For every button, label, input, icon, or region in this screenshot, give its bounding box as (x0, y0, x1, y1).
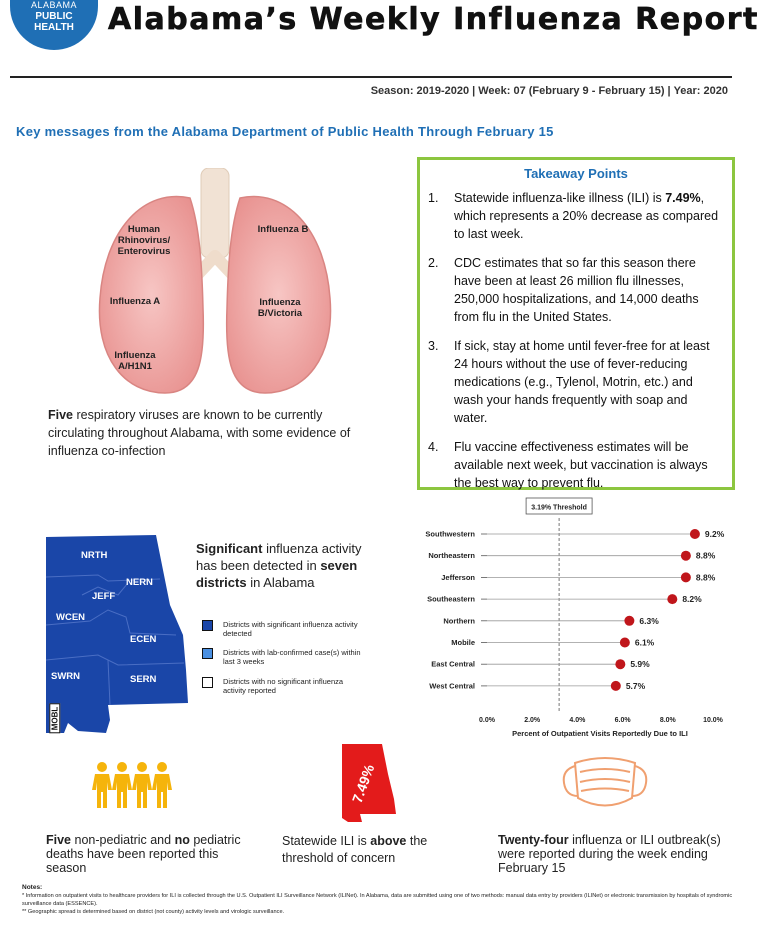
category-label: Jefferson (441, 572, 475, 582)
lung-label-h1n1: Influenza A/H1N1 (114, 350, 156, 372)
point-number: 3. (428, 339, 439, 353)
key-messages-heading: Key messages from the Alabama Department of Public Health Through February 15 (16, 124, 554, 139)
alabama-district-map (38, 535, 193, 735)
lung-label-influenza-b: Influenza B (257, 224, 309, 235)
takeaway-title: Takeaway Points (524, 166, 628, 181)
legend-label: Districts with significant influenza activity detected (223, 620, 358, 638)
x-tick-label: 2.0% (524, 717, 541, 724)
district-swrn: SWRN (51, 671, 81, 682)
ili-district-chart (415, 496, 750, 746)
lung-label-rhinovirus: Human Rhinovirus/ Enterovirus (117, 224, 171, 257)
notes-line1: * Information on outpatient visits to healthcare providers for ILI is collected through the U.S. Outpatient ILI Surveillance Network (ILINet). In Alabama, data are submitted using one of two methods: manual data entry by providers (ILINet) or electronic transmission by hospitals of syndromic surveillance data (ESSENCE). (22, 893, 733, 907)
point-text: If sick, stay at home until fever-free for at least 24 hours without the use of fever-reducing medications (e.g., Tylenol, Motrin, etc.) and wash your hands frequently with soap and water. (454, 339, 710, 425)
value-dot (681, 551, 691, 561)
threshold-label: 3.19% Threshold (531, 504, 587, 512)
header-divider (10, 76, 732, 78)
x-tick-label: 8.0% (659, 717, 676, 724)
state-ili-value: 7.49% (348, 762, 378, 806)
alabama-red-icon (338, 744, 398, 824)
legend-swatch (202, 677, 213, 688)
value-label: 6.3% (639, 615, 659, 626)
district-sern: SERN (130, 674, 157, 685)
district-jeff: JEFF (92, 591, 116, 602)
category-label: Mobile (451, 638, 475, 647)
x-tick-label: 0.0% (479, 717, 495, 724)
legend-swatch (202, 620, 213, 631)
x-tick-label: 6.0% (614, 717, 631, 724)
category-label: Northern (443, 616, 475, 626)
outbreak-text: influenza or ILI outbreak(s) were reported during the week ending February 15 (498, 833, 721, 875)
value-label: 8.8% (695, 572, 716, 583)
viruses-text: respiratory viruses are known to be currently circulating throughout Alabama, with some evidence of influenza co-infection (48, 408, 351, 458)
value-dot (681, 572, 691, 582)
value-dot (615, 659, 625, 669)
ili-text2: the threshold of concern (282, 834, 428, 865)
point-number: 1. (428, 191, 439, 205)
value-dot (690, 529, 700, 539)
season-line: Season: 2019-2020 | Week: 07 (February 9 - February 15) | Year: 2020 (370, 85, 728, 97)
takeaway-point (428, 337, 724, 427)
people-icon (92, 760, 172, 810)
season-label: Season: 2019-2020 (370, 85, 470, 97)
legend-lab-confirmed (202, 648, 363, 666)
deaths-bold1: Five (46, 833, 72, 847)
district-nern: NERN (126, 577, 153, 588)
deaths-text2: pediatric deaths have been reported this season (46, 833, 241, 875)
ili-chart-svg (415, 496, 750, 746)
lung-label-b-victoria: Influenza B/Victoria (257, 297, 303, 319)
legend-significant (202, 620, 363, 638)
point-text (454, 189, 724, 243)
notes-line2: ** Geographic spread is determined based on district (not county) activity levels and virologic surveillance. (22, 909, 285, 915)
x-axis-label: Percent of Outpatient Visits Reportedly Due to ILI (512, 729, 688, 738)
value-dot (667, 594, 677, 604)
point-text-pre: Statewide influenza-like illness (ILI) is (454, 191, 666, 205)
ili-summary (282, 833, 472, 867)
legend-label: Districts with lab-confirmed case(s) within last 3 weeks (223, 648, 361, 666)
category-label: Northeastern (428, 551, 475, 561)
notes-heading: Notes: (22, 884, 43, 891)
district-mobl: MOBL (49, 704, 60, 734)
x-tick-label: 4.0% (569, 717, 586, 724)
notes-section (22, 884, 742, 916)
adph-logo (10, 0, 98, 50)
point-number: 2. (428, 256, 439, 270)
alabama-map-shape (38, 535, 193, 735)
value-dot (620, 638, 630, 648)
report-title: Alabama’s Weekly Influenza Report (108, 2, 759, 37)
takeaway-point (428, 189, 724, 243)
takeaway-point (428, 254, 724, 326)
logo-line2: PUBLIC (35, 11, 73, 22)
legend-label: Districts with no significant influenza activity reported (223, 677, 344, 695)
deaths-summary (46, 833, 256, 875)
point-text-post: , which represents a 20% decrease as compared to last week. (454, 191, 719, 241)
takeaway-box (417, 157, 735, 490)
value-label: 8.2% (682, 594, 702, 605)
district-wcen: WCEN (56, 612, 86, 623)
week-label: Week: 07 (February 9 - February 15) (478, 85, 665, 97)
map-headline-bold2: seven districts (196, 558, 358, 590)
outbreak-summary (498, 833, 738, 875)
point-number: 4. (428, 440, 439, 454)
map-headline-text1: influenza activity has been detected in (196, 541, 362, 573)
value-label: 9.2% (704, 529, 725, 539)
viruses-count: Five (48, 408, 74, 422)
lung-label-influenza-a: Influenza A (109, 296, 161, 307)
viruses-caption (48, 406, 368, 460)
value-label: 5.7% (625, 680, 646, 691)
deaths-text1: non-pediatric and (71, 833, 175, 847)
category-label: East Central (431, 659, 475, 669)
lungs-illustration (85, 168, 345, 398)
point-text: Flu vaccine effectiveness estimates will be available next week, but vaccination is always the best way to prevent flu. (454, 440, 708, 490)
district-ecen: ECEN (130, 634, 157, 645)
mask-icon (560, 748, 650, 818)
face-mask-icon (560, 748, 650, 818)
takeaway-point (428, 438, 724, 492)
category-label: Southwestern (425, 529, 475, 539)
point-text-bold: 7.49% (665, 191, 701, 205)
value-label: 6.1% (634, 637, 655, 648)
legend-swatch (202, 648, 213, 659)
state-ili-icon (338, 744, 398, 824)
ili-bold: above (370, 834, 407, 848)
point-text: CDC estimates that so far this season there have been at least 26 million flu illnesses, 250,000 hospitalizations, and 14,000 deaths from flu in the United States. (454, 256, 699, 324)
takeaway-list (428, 189, 724, 492)
deaths-bold2: no (174, 833, 190, 847)
x-tick-label: 10.0% (703, 717, 723, 724)
people-group-icon (92, 760, 172, 810)
category-label: West Central (429, 681, 475, 691)
value-label: 8.8% (695, 550, 716, 561)
logo-line1: ALABAMA (30, 0, 78, 10)
year-label: Year: 2020 (673, 85, 728, 97)
district-nrth: NRTH (81, 550, 108, 561)
map-headline-text2: in Alabama (246, 575, 315, 590)
map-headline-bold1: Significant (196, 541, 263, 556)
value-label: 5.9% (630, 659, 650, 670)
value-dot (611, 681, 621, 691)
ili-text1: Statewide ILI is (282, 834, 371, 848)
logo-line3: HEALTH (34, 22, 74, 33)
value-dot (624, 616, 634, 626)
map-headline (196, 540, 386, 591)
outbreak-bold: Twenty-four (498, 833, 569, 847)
category-label: Southeastern (427, 594, 475, 604)
legend-no-activity (202, 677, 363, 695)
